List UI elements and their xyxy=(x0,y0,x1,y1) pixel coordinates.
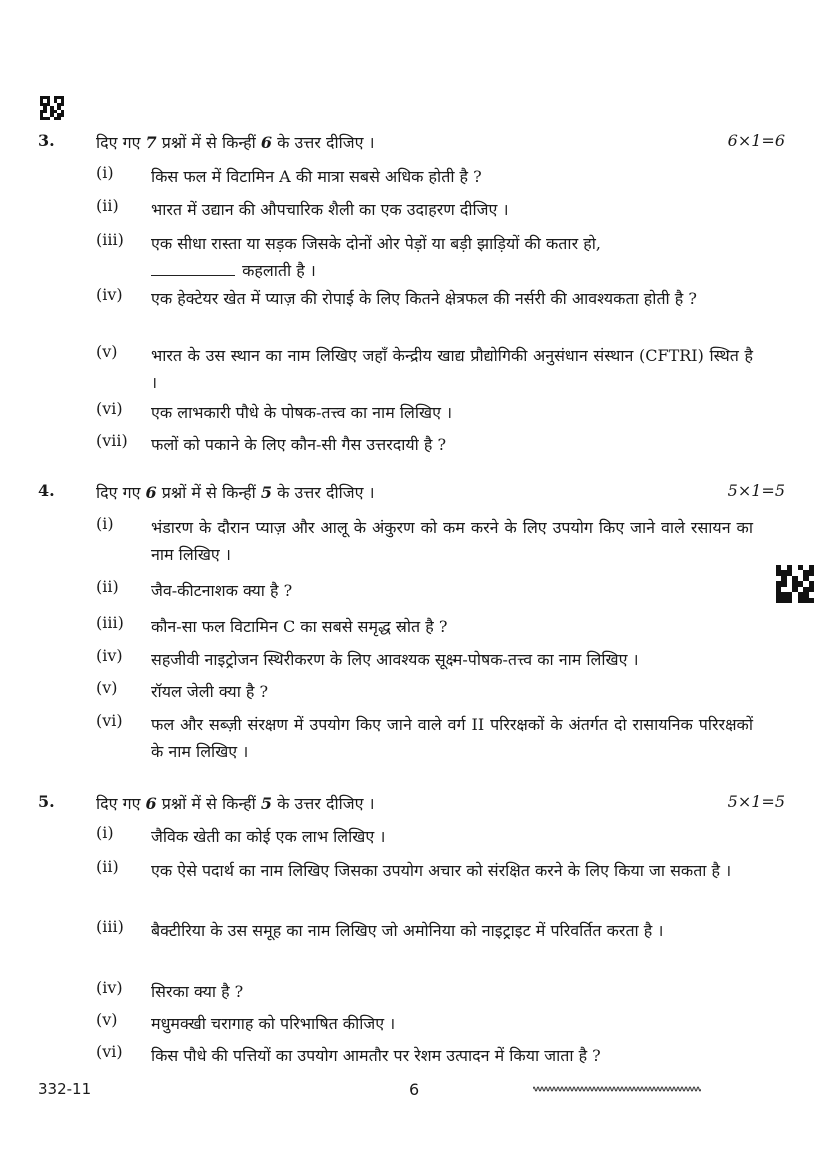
sub-question-label: (iii) xyxy=(96,917,124,936)
question-instruction: दिए गए 6 प्रश्नों में से किन्हीं 5 के उत्तर दीजिए । xyxy=(96,483,375,502)
sub-question-text: भारत में उद्यान की औपचारिक शैली का एक उदाहरण दीजिए । xyxy=(151,200,509,219)
sub-question-text: फलों को पकाने के लिए कौन-सी गैस उत्तरदायी है ? xyxy=(151,435,447,454)
paper-code: 332-11 xyxy=(38,1080,92,1098)
sub-question-label: (i) xyxy=(96,163,114,182)
sub-question-text: एक ऐसे पदार्थ का नाम लिखिए जिसका उपयोग अचार को संरक्षित करने के लिए किया जा सकता है । xyxy=(151,861,732,880)
sub-question-text: एक हेक्टेयर खेत में प्याज़ की रोपाई के लिए कितने क्षेत्रफल की नर्सरी की आवश्यकता होती है ? xyxy=(151,289,697,308)
question-marks: 6×1=6 xyxy=(727,131,785,150)
question-4 xyxy=(0,481,827,511)
sub-question-label: (ii) xyxy=(96,857,119,876)
sub-question-text: सहजीवी नाइट्रोजन स्थिरीकरण के लिए आवश्यक सूक्ष्म-पोषक-तत्त्व का नाम लिखिए । xyxy=(151,650,639,669)
qr-code-icon xyxy=(776,565,814,603)
sub-question-text: सिरका क्या है ? xyxy=(151,982,244,1001)
page-number: 6 xyxy=(409,1080,420,1099)
sub-question-label: (iii) xyxy=(96,230,124,249)
sub-question-label: (vi) xyxy=(96,399,123,418)
sub-question-label: (ii) xyxy=(96,196,119,215)
question-number: 5. xyxy=(38,792,55,811)
question-instruction: दिए गए 6 प्रश्नों में से किन्हीं 5 के उत्तर दीजिए । xyxy=(96,794,375,813)
sub-question-text: एक लाभकारी पौधे के पोषक-तत्त्व का नाम लिखिए । xyxy=(151,403,453,422)
question-number: 3. xyxy=(38,131,55,150)
sub-question-label: (ii) xyxy=(96,577,119,596)
question-3 xyxy=(0,131,827,161)
sub-question-text: फल और सब्ज़ी संरक्षण में उपयोग किए जाने वाले वर्ग II परिरक्षकों के अंतर्गत दो रासायनिक परिरक्षकों के नाम लिखिए । xyxy=(151,715,753,761)
sub-question-text: किस फल में विटामिन A की मात्रा सबसे अधिक होती है ? xyxy=(151,167,482,186)
sub-question-text: किस पौधे की पत्तियों का उपयोग आमतौर पर रेशम उत्पादन में किया जाता है ? xyxy=(151,1046,601,1065)
sub-question-label: (iv) xyxy=(96,978,123,997)
sub-question-label: (vi) xyxy=(96,1042,123,1061)
question-header xyxy=(0,481,827,511)
sub-question-text: एक सीधा रास्ता या सड़क जिसके दोनों ओर पेड़ों या बड़ी झाड़ियों की कतार हो, कहलाती है । xyxy=(151,234,601,280)
sub-question-label: (v) xyxy=(96,1010,118,1029)
sub-question-text: भंडारण के दौरान प्याज़ और आलू के अंकुरण को कम करने के लिए उपयोग किए जाने वाले रसायन का नाम लिखिए । xyxy=(151,518,753,564)
sub-question-label: (iv) xyxy=(96,646,123,665)
question-marks: 5×1=5 xyxy=(727,481,785,500)
sub-question-label: (i) xyxy=(96,514,114,533)
sub-question-label: (vii) xyxy=(96,431,128,450)
sub-question-text: मधुमक्खी चरागाह को परिभाषित कीजिए । xyxy=(151,1014,396,1033)
sub-question-label: (iii) xyxy=(96,613,124,632)
question-5 xyxy=(0,792,827,822)
sub-question-label: (v) xyxy=(96,678,118,697)
sub-question-text: जैव-कीटनाशक क्या है ? xyxy=(151,581,293,600)
sub-question-label: (i) xyxy=(96,823,114,842)
question-header xyxy=(0,131,827,161)
sub-question-text: कौन-सा फल विटामिन C का सबसे समृद्ध स्रोत है ? xyxy=(151,617,448,636)
qr-code-icon xyxy=(40,96,64,120)
sub-question-text: भारत के उस स्थान का नाम लिखिए जहाँ केन्द्रीय खाद्य प्रौद्योगिकी अनुसंधान संस्थान (CFTRI) स्थित है । xyxy=(151,346,753,392)
question-header xyxy=(0,792,827,822)
sub-question-label: (iv) xyxy=(96,285,123,304)
sub-question-text: बैक्टीरिया के उस समूह का नाम लिखिए जो अमोनिया को नाइट्राइट में परिवर्तित करता है । xyxy=(151,921,664,940)
fill-blank xyxy=(151,261,235,276)
sub-question-label: (vi) xyxy=(96,711,123,730)
sub-question-text: जैविक खेती का कोई एक लाभ लिखिए । xyxy=(151,827,386,846)
question-number: 4. xyxy=(38,481,55,500)
sub-question-text: रॉयल जेली क्या है ? xyxy=(151,682,269,701)
question-marks: 5×1=5 xyxy=(727,792,785,811)
wavy-line-decoration xyxy=(533,1084,701,1094)
question-instruction: दिए गए 7 प्रश्नों में से किन्हीं 6 के उत्तर दीजिए । xyxy=(96,133,375,152)
sub-question-label: (v) xyxy=(96,342,118,361)
